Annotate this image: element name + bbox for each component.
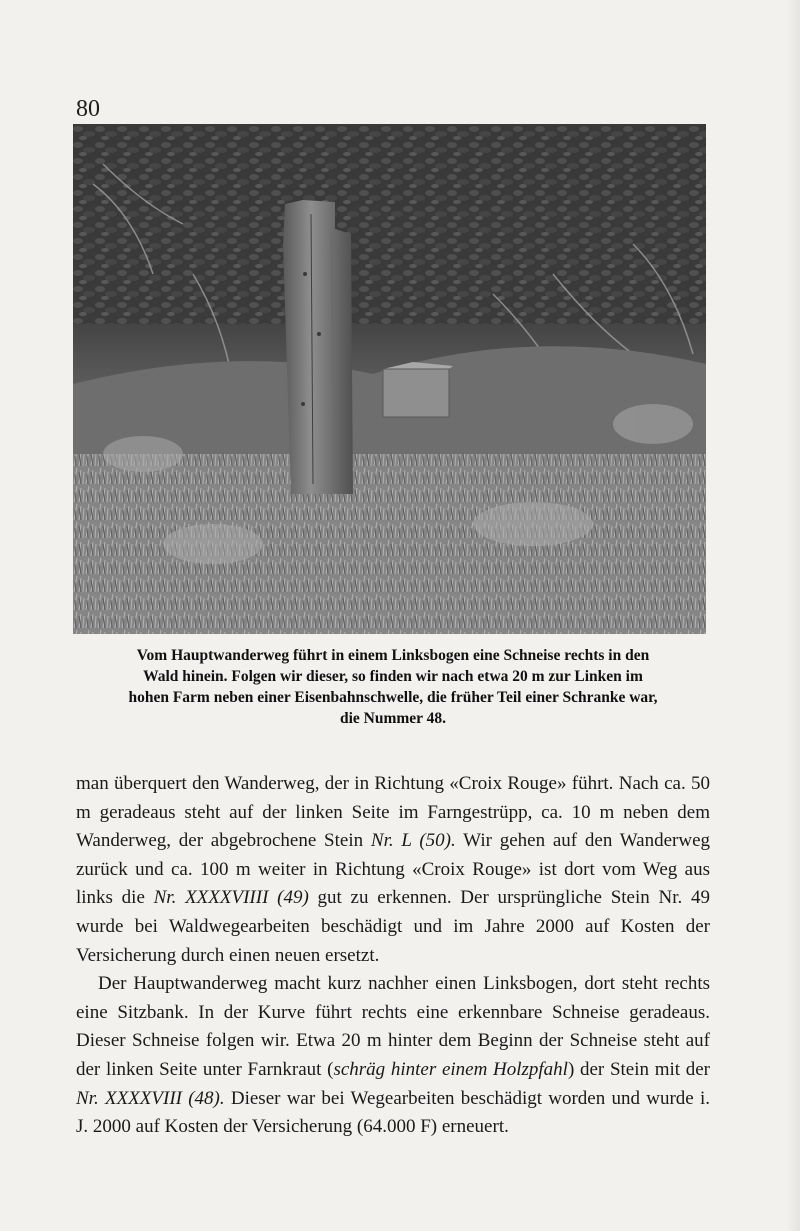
- page-edge-shadow: [786, 0, 800, 1231]
- paragraph-2-text-c: Dieser war bei Wegearbeiten beschädigt worden und wurde i. J. 2000 auf Kosten der Versicherung (64.000 F) erneuert.: [76, 1087, 710, 1138]
- dark-forest-canopy: [73, 124, 706, 324]
- page-number: 80: [76, 96, 100, 122]
- boundary-stone-48: [383, 362, 453, 417]
- photo-caption: [76, 645, 710, 729]
- stone-reference-50: Nr. L (50).: [370, 830, 456, 852]
- body-text: [76, 770, 710, 1142]
- railway-sleeper-post: [283, 200, 353, 494]
- location-note: schräg hinter einem Holzpfahl: [333, 1058, 568, 1080]
- paragraph-2-text-a: Der Hauptwanderweg macht kurz nachher einen Linksbogen, dort steht rechts eine Sitzbank. In der Kurve führt rechts eine erkennbare Schneise geradeaus. Dieser Schneise folgen wir. Etwa 20 m hinter dem Beginn der Schneise steht auf der linken Seite unter Farnkraut (: [76, 973, 710, 1080]
- paragraph-1-text-c: gut zu erkennen. Der ursprüngliche Stein Nr. 49 wurde bei Waldwegearbeiten beschädigt und im Jahre 2000 auf Kosten der Versicherung durch einen neuen ersetzt.: [76, 887, 710, 966]
- paragraph-1: [76, 770, 710, 970]
- forest-photo: [73, 124, 706, 634]
- paragraph-2-text-b: ) der Stein mit der: [567, 1058, 710, 1080]
- stone-reference-48: Nr. XXXXVIII (48).: [76, 1087, 225, 1109]
- paragraph-1-text-a: man überquert den Wanderweg, der in Richtung «Croix Rouge» führt. Nach ca. 50 m geradeaus steht auf der linken Seite im Farngestrüpp, ca. 10 m neben dem Wanderweg, der abgebrochene Stein: [76, 773, 710, 852]
- stone-reference-49: Nr. XXXXVIIII (49): [153, 887, 309, 909]
- caption-line: Wald hinein. Folgen wir dieser, so finden wir nach etwa 20 m zur Linken im: [143, 668, 643, 685]
- caption-line: hohen Farm neben einer Eisenbahnschwelle, die früher Teil einer Schranke war,: [128, 689, 658, 706]
- caption-line: Vom Hauptwanderweg führt in einem Linksbogen eine Schneise rechts in den: [136, 647, 650, 664]
- caption-line: die Nummer 48.: [339, 710, 447, 727]
- paragraph-2: [76, 970, 710, 1142]
- paragraph-1-text-b: Wir gehen auf den Wanderweg zurück und ca. 100 m weiter in Richtung «Croix Rouge» ist dort vom Weg aus links die: [76, 830, 710, 909]
